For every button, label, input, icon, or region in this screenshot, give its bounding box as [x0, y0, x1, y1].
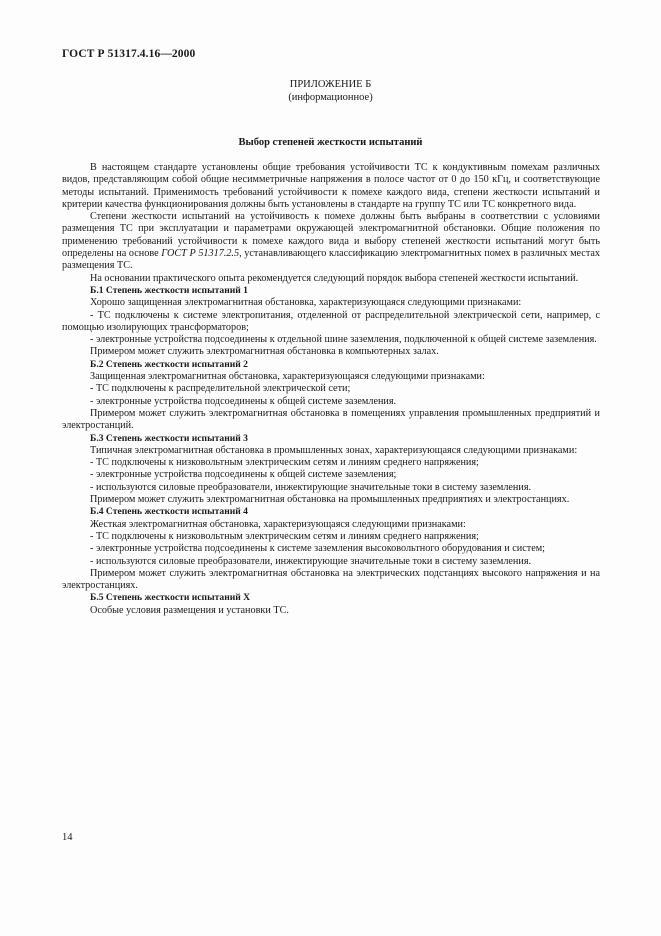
- page-number: 14: [62, 832, 73, 843]
- document-id-header: ГОСТ Р 51317.4.16—2000: [62, 48, 196, 60]
- subsection-heading: Б.1 Степень жесткости испытаний 1: [90, 284, 248, 296]
- intro-text: Степени жесткости испытаний на устойчивость к помехе должны быть выбраны в соответствии с условиями размещения ТС при эксплуатации и параметрами окружающей электромагнитной обстановки. Общие положения по применению требований устойчивости к помехе каждого вида и выбору степеней жесткости испытаний могут быть определены на основе: [62, 211, 600, 260]
- intro-paragraph: В настоящем стандарте установлены общие требования устойчивости ТС к кондуктивным помехам различных видов, представляющим собой общие несимметричные напряжения в полосе частот от 0 до 150 кГц, и соответствующие методы испытаний. Применимость требований устойчивости к помехе каждого вида, степени жесткости испытаний и критерии качества функционирования должны быть установлены в стандарте на группу ТС или ТС конкретного вида.: [62, 162, 600, 210]
- paragraph: Примером может служить электромагнитная обстановка в помещениях управления промышленных предприятий и электростанций.: [62, 407, 600, 432]
- intro-text: , устанавливающего классификацию электромагнитных помех в различных местах размещения ТС.: [62, 248, 601, 272]
- list-item: - ТС подключены к распределительной электрической сети;: [90, 383, 351, 395]
- list-item: - электронные устройства подсоединены к отдельной шине заземления, подключенной к общей системе заземления.: [90, 334, 597, 346]
- intro-paragraph: [62, 211, 600, 272]
- list-item: - ТС подключены к низковольтным электрическим сетям и линиям среднего напряжения;: [90, 457, 479, 469]
- paragraph: Жесткая электромагнитная обстановка, характеризующаяся следующими признаками:: [90, 518, 466, 530]
- appendix-type: (информационное): [288, 92, 373, 103]
- standard-reference: ГОСТ Р 51317.2.5: [161, 248, 240, 260]
- list-item: - ТС подключены к системе электропитания, отделенной от распределительной электрической сети, например, с помощью изолирующих трансформаторов;: [62, 309, 600, 333]
- section-title: Выбор степеней жесткости испытаний: [238, 137, 423, 148]
- document-body: [62, 162, 600, 617]
- paragraph: Защищенная электромагнитная обстановка, характеризующаяся следующими признаками:: [90, 371, 485, 383]
- paragraph: Примером может служить электромагнитная обстановка на электрических подстанциях высокого напряжения и на электростанциях.: [62, 567, 600, 592]
- subsection-heading: Б.5 Степень жесткости испытаний X: [90, 592, 251, 604]
- paragraph: Примером может служить электромагнитная обстановка на промышленных предприятиях и электростанциях.: [90, 494, 570, 506]
- subsection-heading: Б.2 Степень жесткости испытаний 2: [90, 358, 248, 370]
- paragraph: Хорошо защищенная электромагнитная обстановка, характеризующаяся следующими признаками:: [90, 297, 522, 309]
- paragraph: Примером может служить электромагнитная обстановка в компьютерных залах.: [90, 346, 439, 358]
- appendix-label: ПРИЛОЖЕНИЕ Б: [289, 79, 372, 90]
- intro-paragraph: На основании практического опыта рекомендуется следующий порядок выбора степеней жесткости испытаний.: [90, 272, 579, 284]
- subsection-heading: Б.3 Степень жесткости испытаний 3: [90, 432, 248, 444]
- list-item: - используются силовые преобразователи, инжектирующие значительные токи в систему заземления.: [90, 555, 532, 567]
- list-item: - электронные устройства подсоединены к системе заземления высоковольтного оборудования и систем;: [90, 543, 545, 555]
- list-item: - электронные устройства подсоединены к общей системе заземления.: [90, 395, 397, 407]
- paragraph: Особые условия размещения и установки ТС.: [90, 604, 289, 616]
- subsection-heading: Б.4 Степень жесткости испытаний 4: [90, 506, 248, 518]
- paragraph: Типичная электромагнитная обстановка в промышленных зонах, характеризующаяся следующими признаками:: [90, 444, 578, 456]
- appendix-heading: [0, 78, 661, 104]
- list-item: - используются силовые преобразователи, инжектирующие значительные токи в систему заземления.: [90, 481, 532, 493]
- list-item: - ТС подключены к низковольтным электрическим сетям и линиям среднего напряжения;: [90, 530, 479, 542]
- list-item: - электронные устройства подсоединены к общей системе заземления;: [90, 469, 397, 481]
